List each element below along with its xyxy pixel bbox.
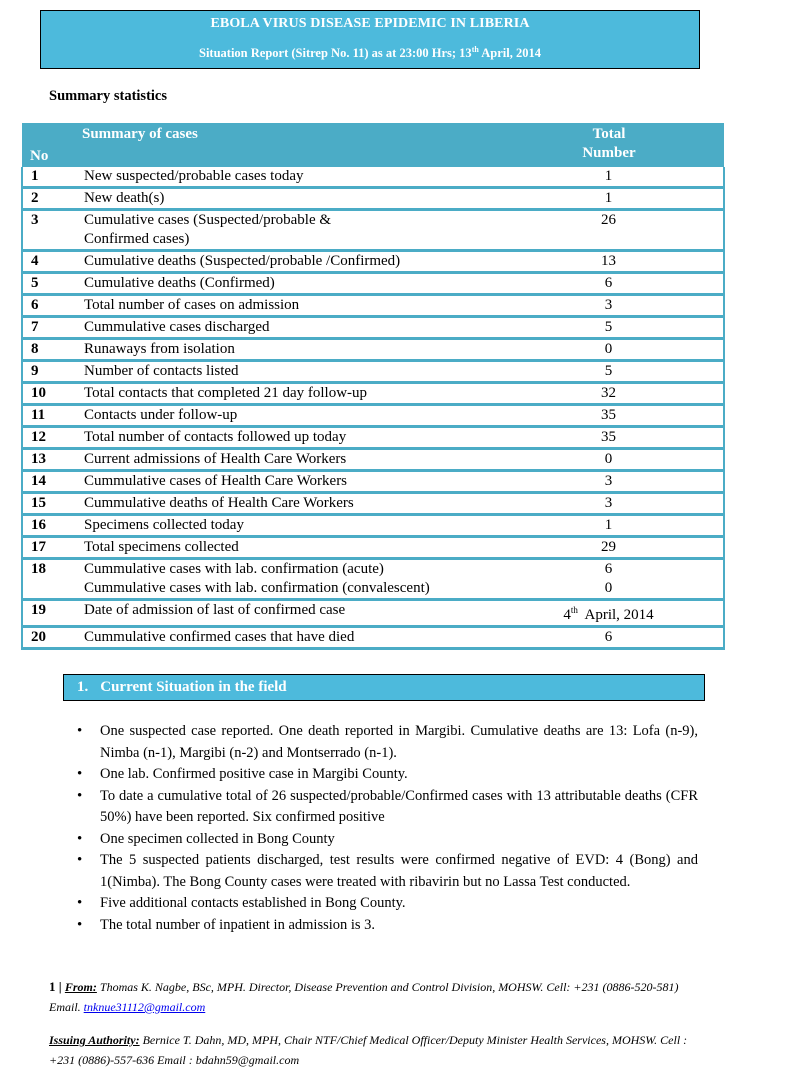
footer-issuing-authority: [49, 1030, 709, 1070]
list-item: • One lab. Confirmed positive case in Margibi County.: [77, 764, 698, 786]
row-number: 9: [22, 361, 82, 383]
row-total: 5: [494, 317, 724, 339]
row-description: Total number of contacts followed up today: [82, 427, 494, 449]
row-total: 13: [494, 251, 724, 273]
row-number: 13: [22, 449, 82, 471]
row-total: [494, 559, 724, 600]
report-subtitle: [41, 45, 699, 61]
row-total-line2: 0: [604, 580, 613, 596]
report-title-banner: [40, 10, 700, 69]
row-description-line2: Cummulative cases with lab. confirmation (convalescent): [84, 580, 430, 596]
from-text: Thomas K. Nagbe, BSc, MPH. Director, Disease Prevention and Control Division, MOHSW. Cell: +231 (0886-520-581) Email.: [49, 980, 679, 1014]
row-total-line1: 6: [604, 561, 613, 577]
table-row: [22, 627, 724, 649]
footer-from: [49, 977, 709, 1017]
row-number: 1: [22, 167, 82, 188]
row-number: 8: [22, 339, 82, 361]
column-header-no: No: [22, 123, 82, 167]
table-row: [22, 339, 724, 361]
table-row: [22, 317, 724, 339]
row-description: Cumulative deaths (Suspected/probable /Confirmed): [82, 251, 494, 273]
row-number: 7: [22, 317, 82, 339]
subtitle-sup: th: [471, 45, 479, 54]
section-title: Current Situation in the field: [100, 679, 287, 695]
row-description: Cummulative confirmed cases that have died: [82, 627, 494, 649]
summary-table: [21, 123, 725, 650]
row-description: Cummulative deaths of Health Care Workers: [82, 493, 494, 515]
table-header-row: [22, 123, 724, 167]
row-description: Total specimens collected: [82, 537, 494, 559]
list-item: • The total number of inpatient in admission is 3.: [77, 915, 698, 937]
row-number: 11: [22, 405, 82, 427]
row-number: 2: [22, 188, 82, 210]
row-number: 15: [22, 493, 82, 515]
list-item: • One suspected case reported. One death reported in Margibi. Cumulative deaths are 13: Lofa (n-9), Nimba (n-1), Margibi (n-2) and Montserrado (n-1).: [77, 721, 698, 764]
row-number: 10: [22, 383, 82, 405]
situation-bullet-list: [77, 721, 698, 936]
page-footer: [49, 977, 709, 1070]
table-row: [22, 515, 724, 537]
total-header-line1: Total: [592, 126, 626, 142]
row-total: 3: [494, 471, 724, 493]
list-item: • One specimen collected in Bong County: [77, 829, 698, 851]
date-day: 4: [563, 607, 571, 623]
row-number: 20: [22, 627, 82, 649]
table-row: [22, 361, 724, 383]
table-row: [22, 210, 724, 251]
table-row: [22, 188, 724, 210]
subtitle-text: Situation Report (Sitrep No. 11) as at 23:00 Hrs; 13: [199, 46, 472, 61]
table-row: [22, 251, 724, 273]
section-heading-current-situation: [63, 674, 705, 701]
row-number: 4: [22, 251, 82, 273]
row-number: 6: [22, 295, 82, 317]
date-rest: April, 2014: [577, 607, 654, 623]
row-description: Cummulative cases discharged: [82, 317, 494, 339]
table-row: [22, 559, 724, 600]
row-number: 18: [22, 559, 82, 600]
table-row: [22, 471, 724, 493]
row-description: Number of contacts listed: [82, 361, 494, 383]
row-total: 6: [494, 273, 724, 295]
row-total: 1: [494, 167, 724, 188]
row-total: 35: [494, 427, 724, 449]
row-number: 17: [22, 537, 82, 559]
table-row: [22, 405, 724, 427]
table-row: [22, 427, 724, 449]
row-description: Current admissions of Health Care Workers: [82, 449, 494, 471]
table-row: [22, 493, 724, 515]
row-description-line1: Cummulative cases with lab. confirmation (acute): [84, 561, 384, 577]
issuing-text: Bernice T. Dahn, MD, MPH, Chair NTF/Chief Medical Officer/Deputy Minister Health Services, MOHSW. Cell : +231 (0886)-557-636 Email : bdahn59@gmail.com: [49, 1033, 688, 1067]
row-number: 16: [22, 515, 82, 537]
row-description: New suspected/probable cases today: [82, 167, 494, 188]
table-row: [22, 273, 724, 295]
issuing-label: Issuing Authority:: [49, 1033, 140, 1047]
total-header-line2: Number: [582, 145, 636, 161]
row-total: 29: [494, 537, 724, 559]
list-item: • To date a cumulative total of 26 suspected/probable/Confirmed cases with 13 attributable deaths (CFR 50%) have been reported. Six confirmed positive: [77, 786, 698, 829]
row-total: 6: [494, 627, 724, 649]
row-description: Total contacts that completed 21 day follow-up: [82, 383, 494, 405]
row-total: 26: [494, 210, 724, 251]
row-total: [494, 600, 724, 627]
from-label: From:: [64, 980, 97, 994]
row-number: 5: [22, 273, 82, 295]
table-row: [22, 600, 724, 627]
row-description: New death(s): [82, 188, 494, 210]
page-number: 1 |: [49, 979, 65, 994]
row-number: 14: [22, 471, 82, 493]
row-total: 0: [494, 449, 724, 471]
table-row: [22, 295, 724, 317]
row-description: Cumulative deaths (Confirmed): [82, 273, 494, 295]
row-number: 12: [22, 427, 82, 449]
table-row: [22, 449, 724, 471]
row-total: 35: [494, 405, 724, 427]
report-title: EBOLA VIRUS DISEASE EPIDEMIC IN LIBERIA: [210, 16, 530, 31]
row-description: Date of admission of last of confirmed case: [82, 600, 494, 627]
list-item: • The 5 suspected patients discharged, test results were confirmed negative of EVD: 4 (Bong) and 1(Nimba). The Bong County cases were treated with ribavirin but no Lassa Test conducted.: [77, 850, 698, 893]
date-sup: th: [570, 605, 578, 615]
summary-heading: Summary statistics: [49, 88, 168, 104]
row-number: 19: [22, 600, 82, 627]
row-number: 3: [22, 210, 82, 251]
from-email-link[interactable]: tnknue31112@gmail.com: [83, 1000, 206, 1014]
row-total: 1: [494, 515, 724, 537]
row-total: 3: [494, 295, 724, 317]
table-row: [22, 537, 724, 559]
list-item: • Five additional contacts established in Bong County.: [77, 893, 698, 915]
row-total: 5: [494, 361, 724, 383]
row-total: 3: [494, 493, 724, 515]
table-row: [22, 167, 724, 188]
row-description: Total number of cases on admission: [82, 295, 494, 317]
column-header-summary: Summary of cases: [82, 123, 494, 167]
column-header-total: [494, 123, 724, 167]
row-total: 0: [494, 339, 724, 361]
row-description: [82, 559, 494, 600]
row-total: 32: [494, 383, 724, 405]
subtitle-date: April, 2014: [478, 46, 541, 61]
table-row: [22, 383, 724, 405]
row-description: Contacts under follow-up: [82, 405, 494, 427]
row-description: Specimens collected today: [82, 515, 494, 537]
row-description: Cumulative cases (Suspected/probable & Confirmed cases): [82, 210, 494, 251]
row-description: Cummulative cases of Health Care Workers: [82, 471, 494, 493]
row-description: Runaways from isolation: [82, 339, 494, 361]
row-total: 1: [494, 188, 724, 210]
section-number: 1.: [77, 679, 89, 695]
